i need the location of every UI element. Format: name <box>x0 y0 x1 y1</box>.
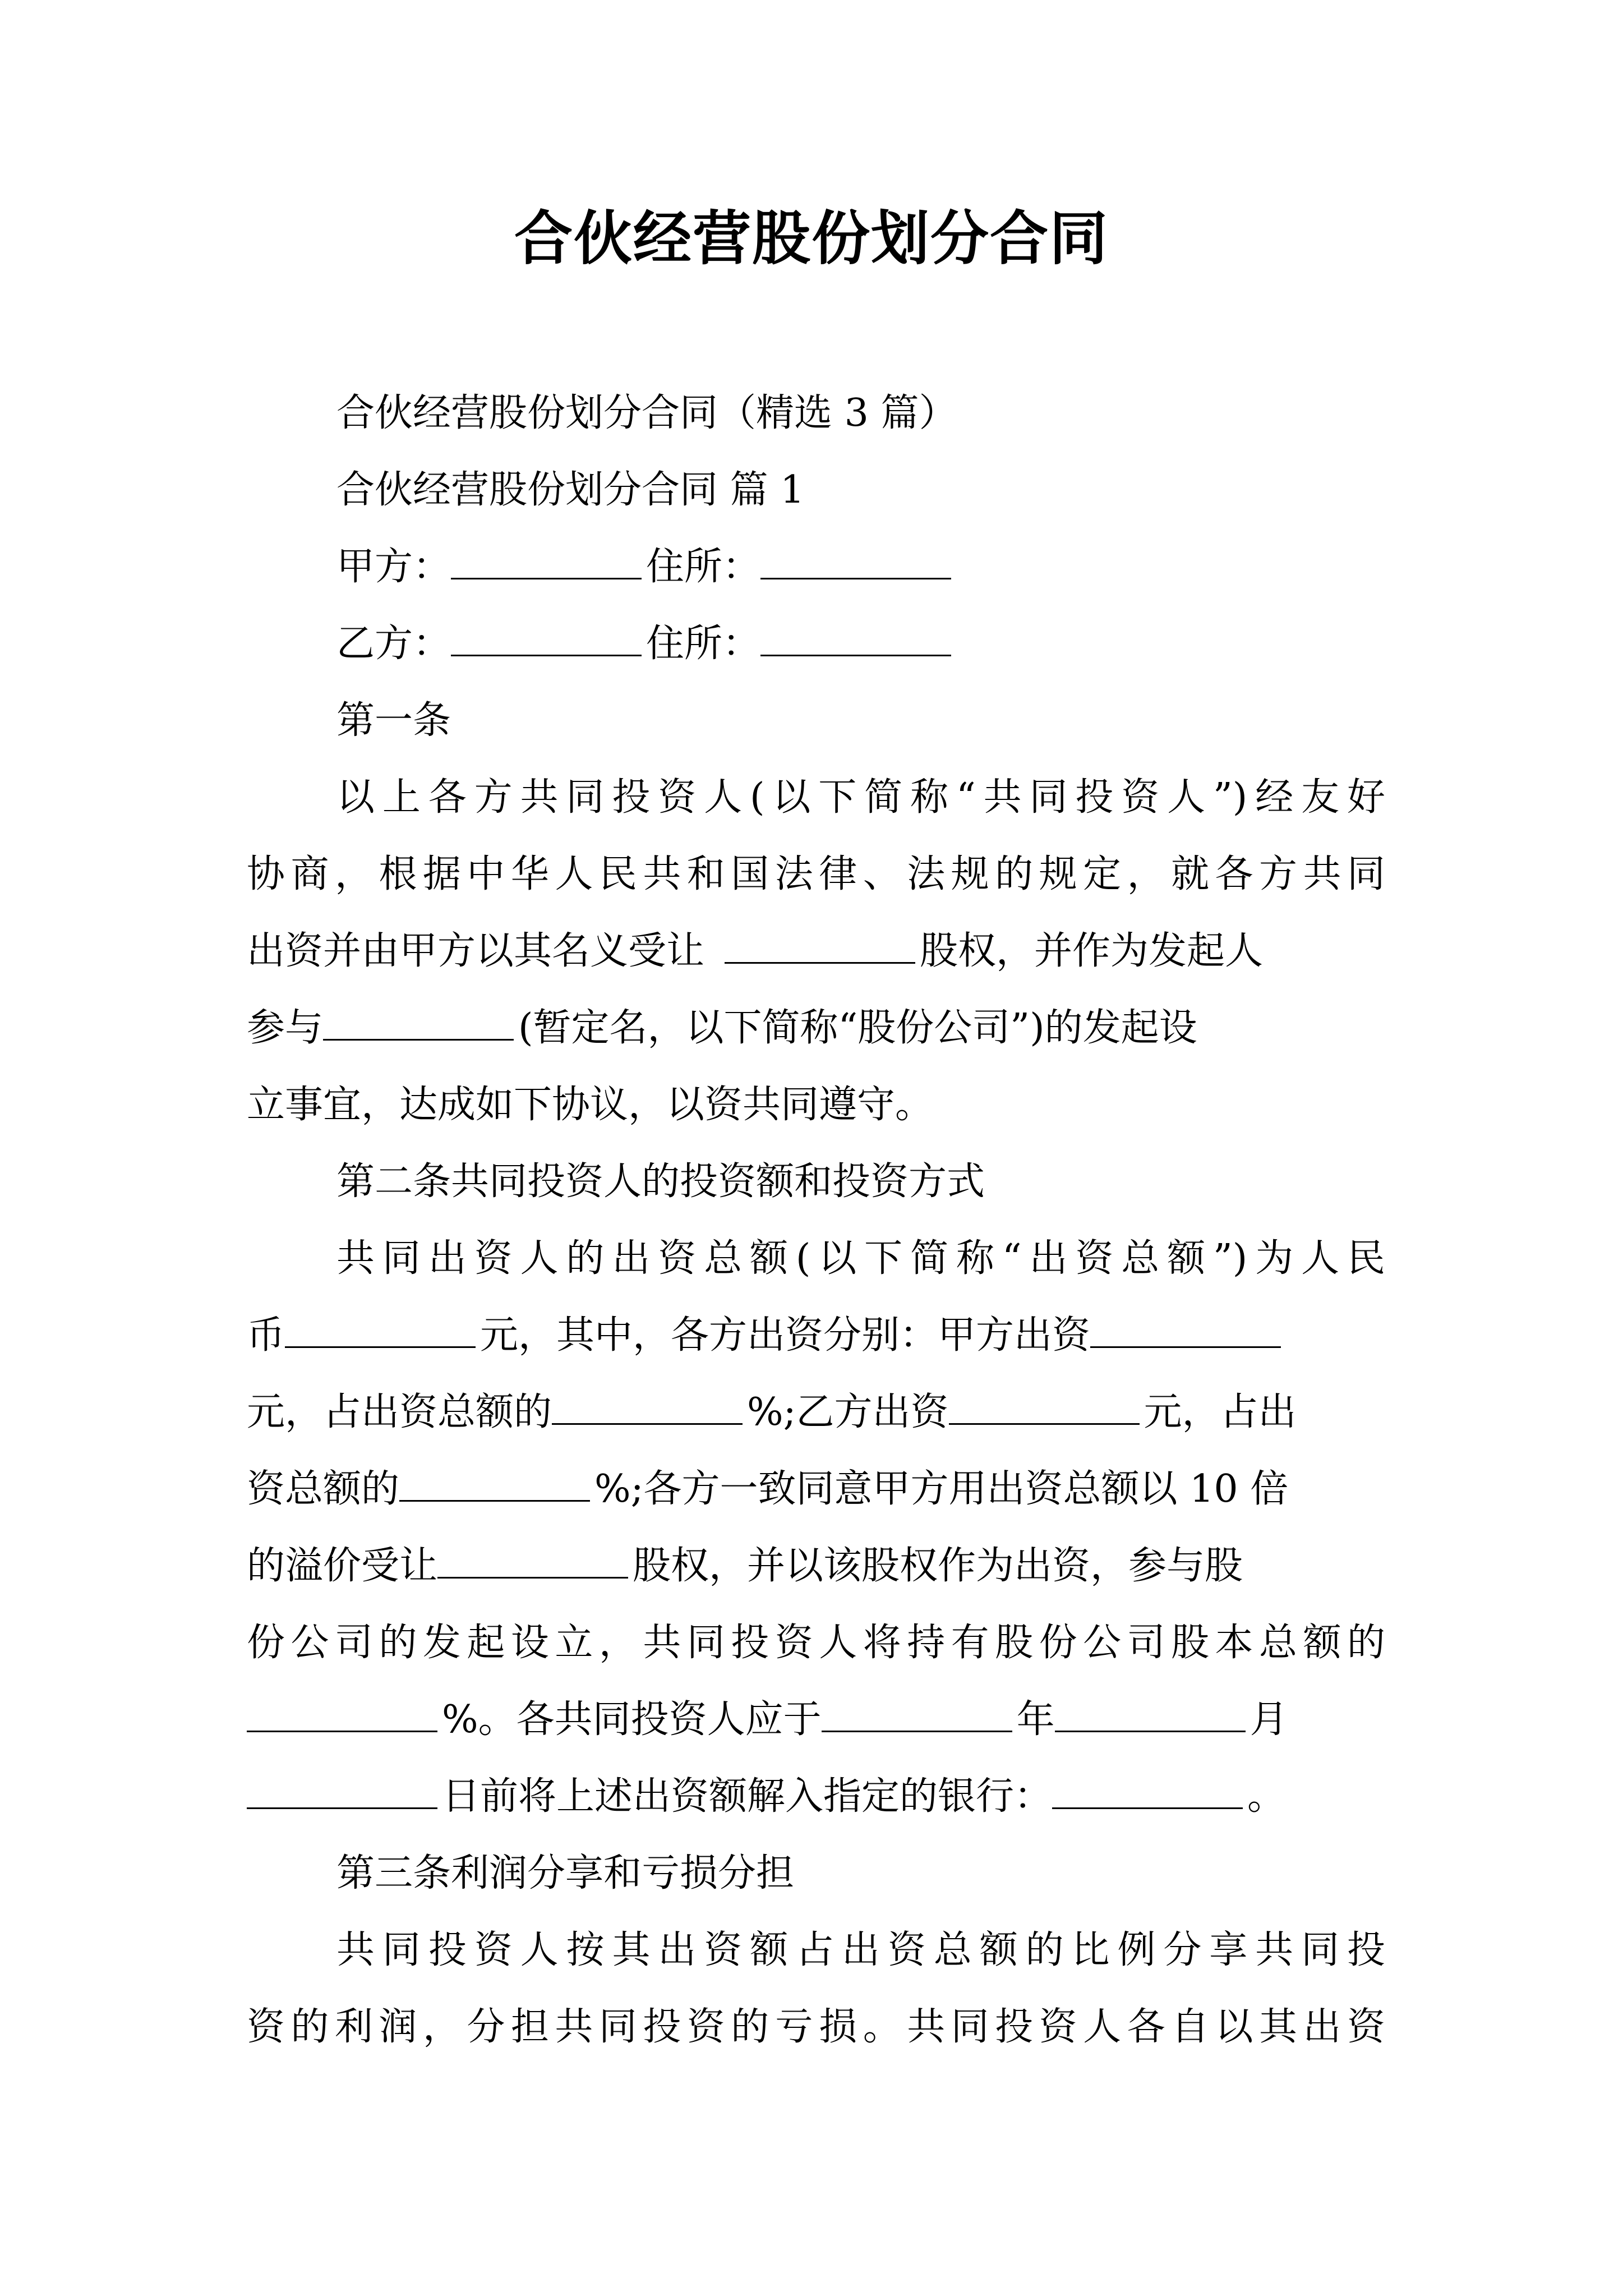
article3-line-1: 共同投资人按其出资额占出资总额的比例分享共同投 <box>336 1928 1385 1972</box>
party-b-percent-blank <box>399 1494 590 1502</box>
article2-text: 币 <box>247 1313 285 1358</box>
year-blank <box>822 1725 1012 1732</box>
article2-line-1: 共同出资人的出资总额(以下简称“出资总额”)为人民 <box>336 1236 1385 1281</box>
article2-line-2 <box>247 1297 1385 1374</box>
article1-text: 参与 <box>247 1006 324 1050</box>
article2-text: 。 <box>1247 1774 1286 1819</box>
party-b-name-blank <box>451 649 642 656</box>
article2-text: 元，其中，各方出资分别：甲方出资 <box>480 1313 1091 1358</box>
total-amount-blank <box>285 1341 476 1348</box>
article2-text: 的溢价受让 <box>247 1544 438 1588</box>
party-a-label: 甲方： <box>336 545 451 589</box>
party-b-address-label: 住所： <box>646 622 761 666</box>
article1-line-4 <box>247 990 1385 1066</box>
article2-text: 股权，并以该股权作为出资，参与股 <box>633 1544 1243 1588</box>
article2-text: 资总额的 <box>247 1467 400 1511</box>
day-blank <box>247 1802 437 1809</box>
article1-heading: 第一条 <box>336 698 451 743</box>
bank-blank <box>1052 1802 1243 1809</box>
article2-text: %。各共同投资人应于 <box>442 1697 822 1742</box>
equity-target-blank <box>725 956 915 964</box>
article1-text: 股权，并作为发起人 <box>920 929 1264 973</box>
article2-line-6: 份公司的发起设立，共同投资人将持有股份公司股本总额的 <box>247 1621 1385 1665</box>
article2-heading: 第二条共同投资人的投资额和投资方式 <box>336 1159 985 1204</box>
party-b-label: 乙方： <box>336 622 451 666</box>
party-b-amount-blank <box>949 1418 1140 1425</box>
subtitle: 合伙经营股份划分合同（精选 3 篇） <box>336 391 957 435</box>
article2-line-8 <box>247 1758 1385 1835</box>
article1-line-1: 以上各方共同投资人(以下简称“共同投资人”)经友好 <box>336 775 1385 820</box>
article1-line-3 <box>247 913 1385 990</box>
article2-line-5 <box>247 1527 1385 1604</box>
article1-line-2: 协商，根据中华人民共和国法律、法规的规定，就各方共同 <box>247 852 1385 896</box>
article2-line-4 <box>247 1451 1385 1527</box>
article2-text: %;乙方出资 <box>747 1390 949 1434</box>
party-a-name-blank <box>451 572 642 579</box>
company-name-blank <box>323 1033 514 1041</box>
article3-line-2: 资的利润，分担共同投资的亏损。共同投资人各自以其出资 <box>247 2005 1385 2049</box>
party-a-line <box>247 528 1385 605</box>
article2-text: 元，占出资总额的 <box>247 1390 552 1434</box>
article2-line-3 <box>247 1374 1385 1451</box>
party-a-amount-blank <box>1090 1341 1281 1348</box>
party-a-address-label: 住所： <box>646 545 761 589</box>
document-title: 合伙经营股份划分合同 <box>514 204 1109 273</box>
party-a-percent-blank <box>552 1418 743 1425</box>
section-heading: 合伙经营股份划分合同 篇 1 <box>336 468 805 512</box>
article2-text: 月 <box>1249 1697 1288 1742</box>
month-blank <box>1055 1725 1246 1732</box>
party-a-address-blank <box>760 572 951 579</box>
article2-text: %;各方一致同意甲方用出资总额以 10 倍 <box>594 1467 1289 1511</box>
equity-transfer-blank <box>437 1571 628 1579</box>
article1-text: (暂定名，以下简称“股份公司”)的发起设 <box>518 1006 1197 1050</box>
party-b-address-blank <box>760 649 951 656</box>
share-percent-blank <box>247 1725 437 1732</box>
article2-text: 年 <box>1016 1697 1055 1742</box>
article2-text: 日前将上述出资额解入指定的银行： <box>442 1774 1053 1819</box>
party-b-line <box>247 605 1385 682</box>
article2-text: 元，占出 <box>1144 1390 1297 1434</box>
article1-line-5: 立事宜，达成如下协议，以资共同遵守。 <box>247 1083 934 1127</box>
article2-line-7 <box>247 1681 1385 1758</box>
article3-heading: 第三条利润分享和亏损分担 <box>336 1851 795 1895</box>
article1-text: 出资并由甲方以其名义受让 <box>247 929 705 973</box>
